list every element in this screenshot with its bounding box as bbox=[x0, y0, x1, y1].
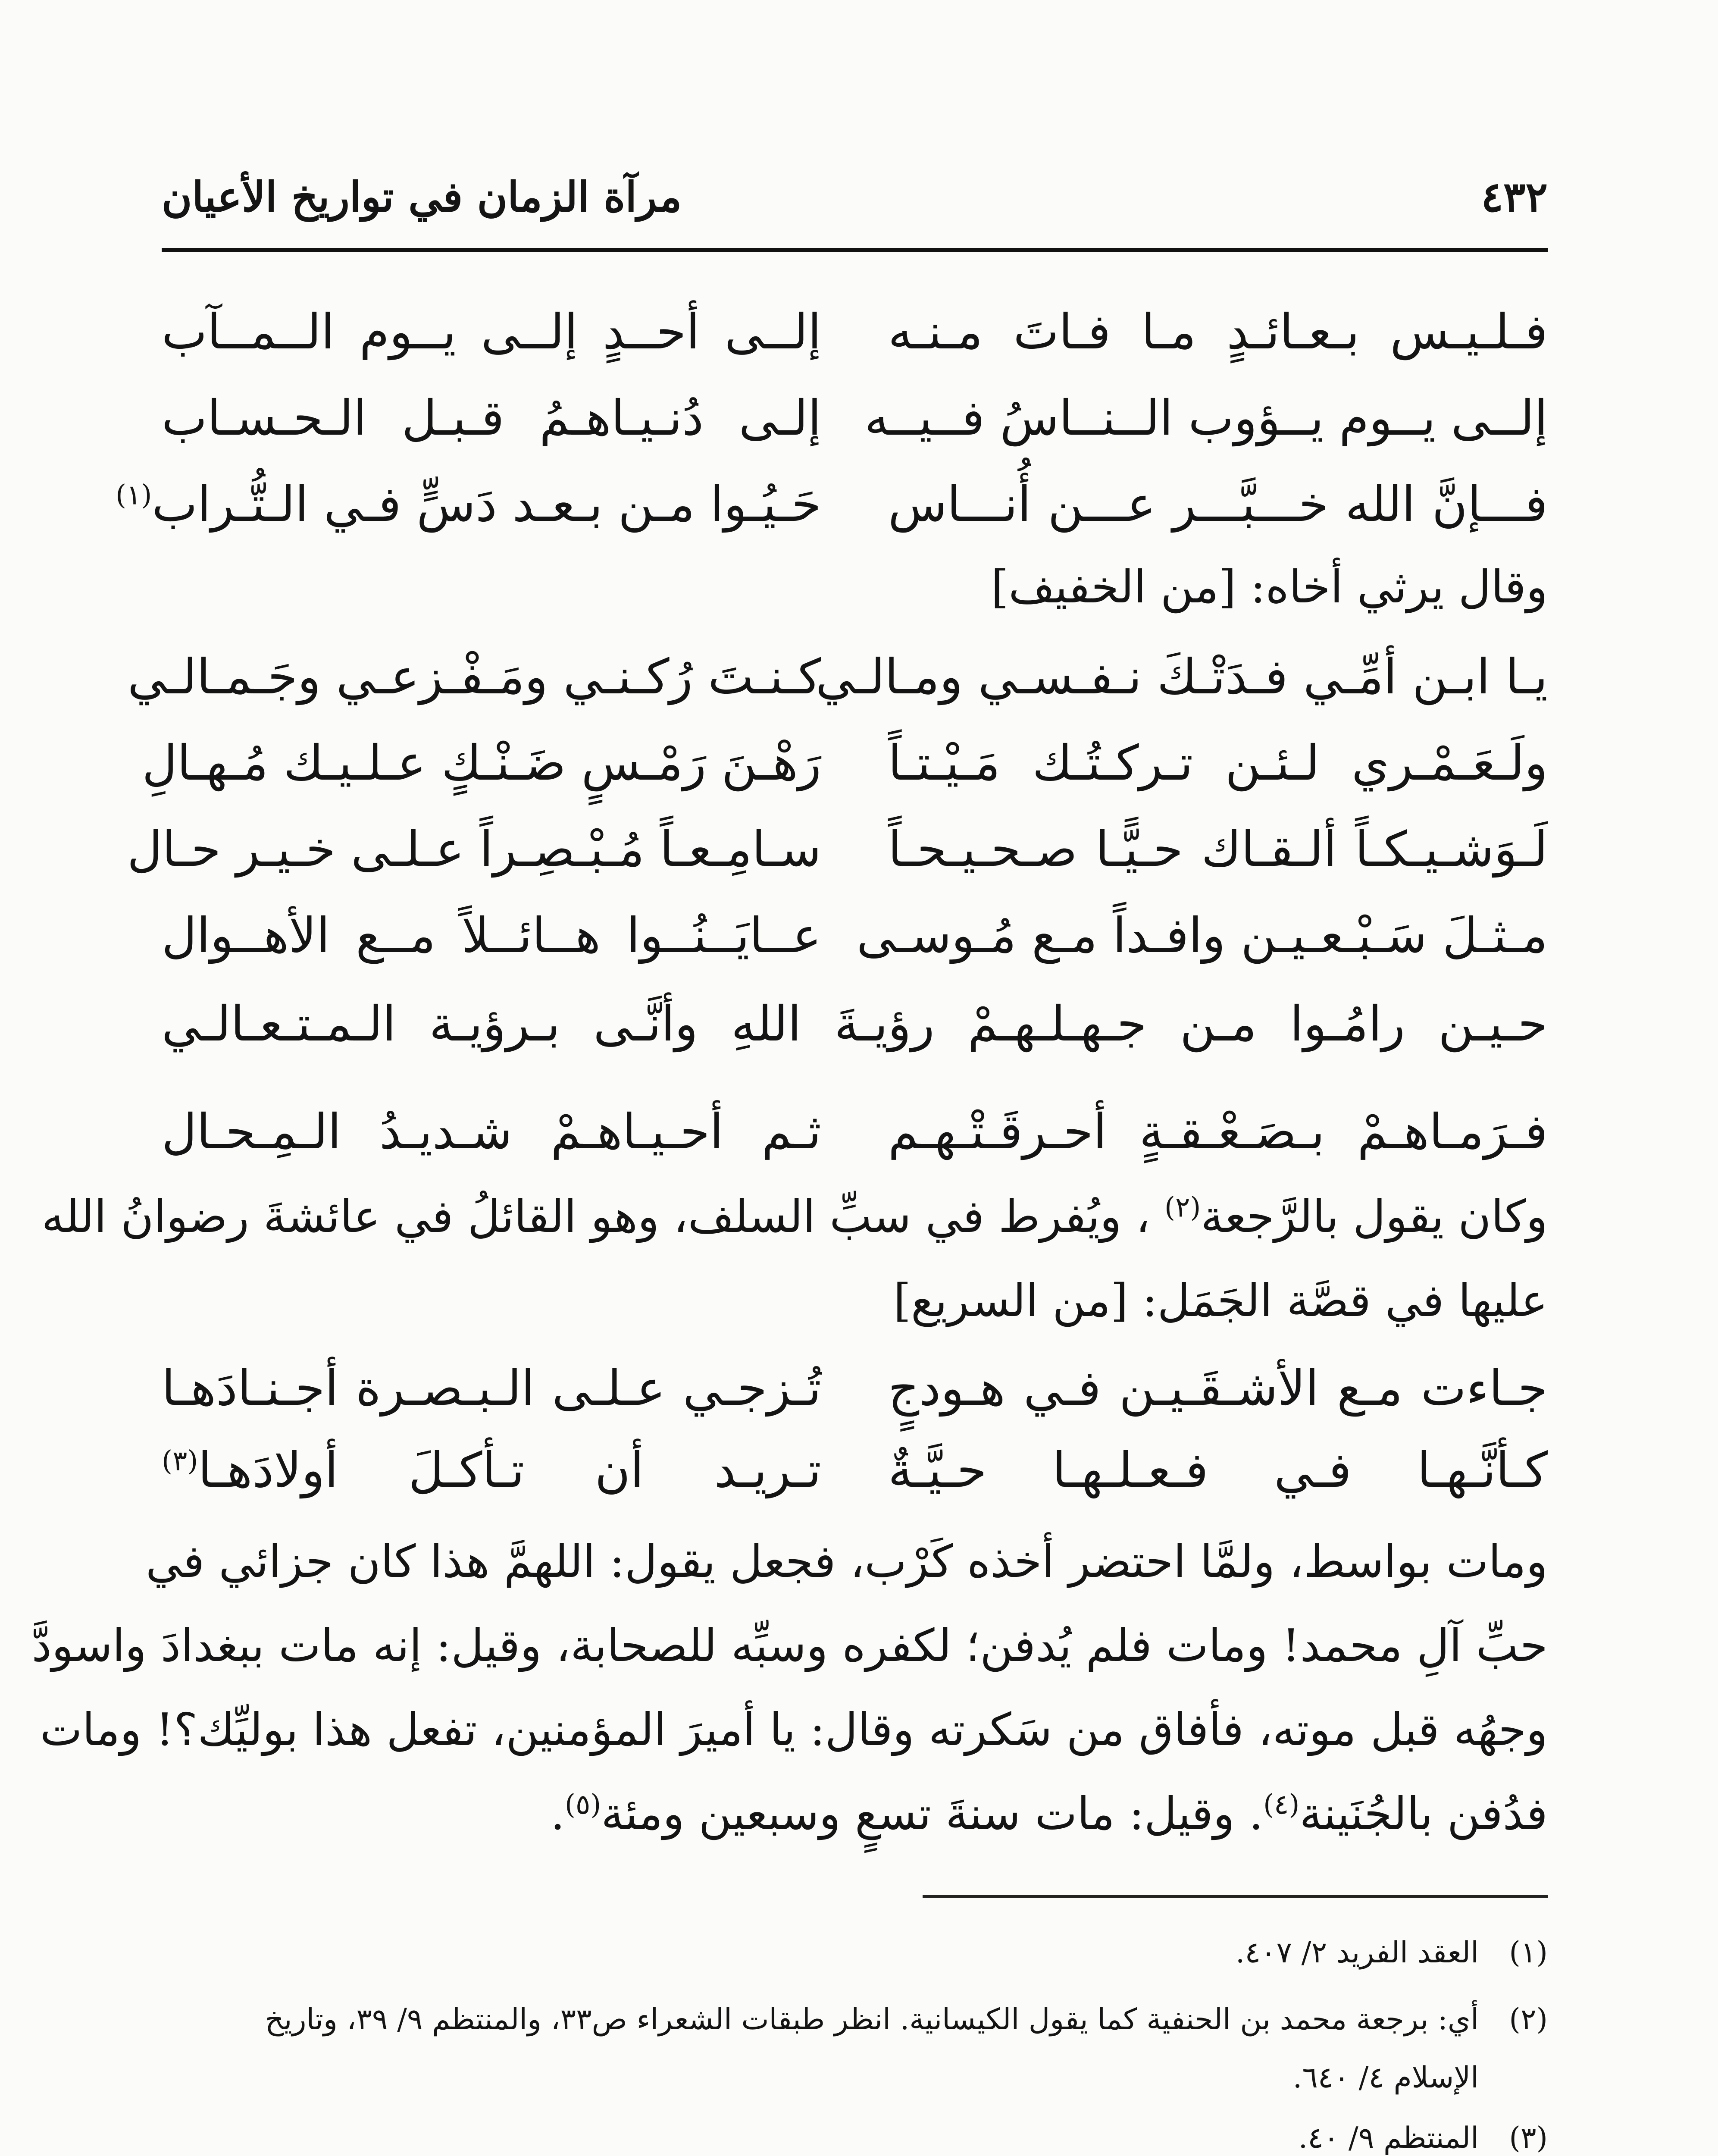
prose-line bbox=[41, 1190, 1548, 1243]
prose-line: عليها في قصَّة الجَمَل: [من السريع] bbox=[893, 1274, 1548, 1327]
verse-line bbox=[116, 476, 1548, 545]
header-rule bbox=[162, 248, 1548, 252]
verse-line bbox=[128, 649, 1548, 718]
hemistich-second: ثـم أحـيـاهـمْ شـديـدُ الـمِـحـال bbox=[162, 1104, 821, 1160]
hemistich-first: جـاءت مـع الأشـقَـيـن فـي هـودجٍ bbox=[888, 1360, 1548, 1416]
prose-line: حبِّ آلِ محمد! ومات فلم يُدفن؛ لكفره وسبِّه للصحابة، وقيل: إنه مات ببغدادَ واسودَّ bbox=[31, 1619, 1548, 1672]
prose-line bbox=[162, 1787, 1548, 1840]
prose-text: ، ويُفرط في سبِّ السلف، وهو القائلُ في عائشةَ رضوانُ الله bbox=[41, 1190, 1164, 1243]
page-number: ٤٣٢ bbox=[1481, 172, 1548, 221]
footnote-marker: (٣) bbox=[162, 1445, 198, 1477]
footnote-rule bbox=[923, 1895, 1548, 1898]
prose-line: وجهُه قبل موته، فأفاق من سَكرته وقال: يا أميرَ المؤمنين، تفعل هذا بوليِّك؟! ومات bbox=[40, 1703, 1548, 1756]
prose-text: وكان يقول بالرَّجعة bbox=[1201, 1190, 1548, 1243]
hemistich-second: إلــى أحــدٍ إلــى يــوم الــمــآب bbox=[162, 304, 821, 360]
hemistich-first: إلــى يــوم يــؤوب الــنــاسُ فــيــه bbox=[864, 390, 1548, 446]
footnote-continuation: الإسلام ٤/ ٦٤٠. bbox=[1292, 2061, 1479, 2095]
prose-text: فدُفن بالجُنَينة bbox=[1299, 1787, 1548, 1840]
prose-line: ومات بواسط، ولمَّا احتضر أخذه كَرْب، فجعل يقول: اللهمَّ هذا كان جزائي في bbox=[145, 1535, 1548, 1588]
footnote bbox=[162, 2113, 1548, 2156]
footnote-number: (٢) bbox=[1509, 2002, 1548, 2037]
hemistich-second: سـامِـعـاً مُـبْـصِـراً عـلـى خـيـر حـال bbox=[127, 821, 821, 877]
footnote-marker: (٢) bbox=[1164, 1191, 1201, 1224]
book-title: مرآة الزمان في تواريخ الأعيان bbox=[162, 172, 682, 221]
prose-text: . وقيل: مات سنةَ تسعٍ وسبعين ومئة bbox=[601, 1787, 1264, 1840]
hemistich-first: فـــإنَّ الله خـــبَّـــر عـــن أُنـــاس bbox=[888, 476, 1548, 533]
verse-line bbox=[162, 1360, 1548, 1429]
hemistich-second: إلـى دُنـيـاهـمُ قـبـل الـحـسـاب bbox=[162, 390, 821, 446]
verse-line-full: حـيـن رامُـوا مـن جـهـلـهـمْ رؤيـةَ اللهِ وأنَّـى بـرؤيـة الـمـتـعـالـي bbox=[162, 996, 1548, 1052]
verse-line bbox=[162, 304, 1548, 373]
hemistich-text: حَـيُـوا مـن بـعـد دَسٍّ فـي الـتُّـراب bbox=[152, 476, 821, 533]
hemistich-second bbox=[162, 1442, 821, 1498]
verse-line bbox=[162, 390, 1548, 459]
footnote-marker: (٥) bbox=[565, 1789, 601, 1821]
hemistich-second: تُـزجـي عـلـى الـبـصـرة أجـنـادَهـا bbox=[162, 1360, 821, 1416]
hemistich-second bbox=[116, 476, 821, 533]
verse-line bbox=[142, 735, 1548, 804]
hemistich-first: مـثـلَ سَـبْـعـيـن وافـداً مـع مُـوسـى bbox=[856, 908, 1548, 964]
hemistich-first: كـأنَّـهـا فـي فـعـلـهـا حـيَّـةٌ bbox=[888, 1442, 1548, 1498]
running-head bbox=[162, 168, 1548, 233]
hemistich-first: لَـوَشـيـكـاً ألـقـاك حـيًّـا صـحـيـحـاً bbox=[888, 821, 1548, 877]
poem-intro: وقال يرثي أخاه: [من الخفيف] bbox=[991, 561, 1548, 613]
verse-line bbox=[127, 821, 1548, 890]
hemistich-second: رَهْـنَ رَمْـسٍ ضَـنْـكٍ عـلـيـك مُـهـالِ bbox=[142, 735, 821, 791]
hemistich-first: فـرَمـاهـمْ بـصَـعْـقـةٍ أحـرقَـتْـهـم bbox=[888, 1104, 1548, 1160]
footnote-text: المنتظم ٩/ ٤٠. bbox=[1298, 2121, 1479, 2155]
footnote-marker: (٤) bbox=[1263, 1789, 1300, 1821]
footnote bbox=[162, 1994, 1548, 2045]
hemistich-second: عــايَــنُــوا هــائــلاً مــع الأهــوال bbox=[162, 908, 821, 964]
hemistich-first: يـا ابـن أمِّـي فـدَتْـكَ نـفـسـي ومـالـي bbox=[815, 649, 1548, 705]
hemistich-first: ولَـعَـمْـري لـئـن تـركـتُـك مَـيْـتـاً bbox=[888, 735, 1548, 791]
prose-text: . bbox=[550, 1787, 565, 1840]
footnote-text: أي: برجعة محمد بن الحنفية كما يقول الكيسانية. انظر طبقات الشعراء ص٣٣، والمنتظم ٩/ ٣٩، وتاريخ bbox=[265, 2002, 1479, 2037]
footnote-number: (١) bbox=[1509, 1936, 1548, 1970]
hemistich-first: فـلـيـس بـعـائـدٍ مـا فـاتَ مـنـه bbox=[888, 304, 1548, 360]
hemistich-second: كـنـتَ رُكـنـي ومَـفْـزعـي وجَـمـالـي bbox=[128, 649, 821, 705]
verse-line bbox=[162, 908, 1548, 977]
hemistich-text: تـريـد أن تـأكـلَ أولادَهـا bbox=[198, 1442, 821, 1498]
footnote-marker: (١) bbox=[116, 479, 152, 511]
verse-line bbox=[162, 1104, 1548, 1173]
footnote bbox=[162, 1927, 1548, 1978]
verse-line bbox=[162, 1442, 1548, 1511]
footnote-text: العقد الفريد ٢/ ٤٠٧. bbox=[1235, 1936, 1479, 1970]
footnote-number: (٣) bbox=[1509, 2121, 1548, 2155]
